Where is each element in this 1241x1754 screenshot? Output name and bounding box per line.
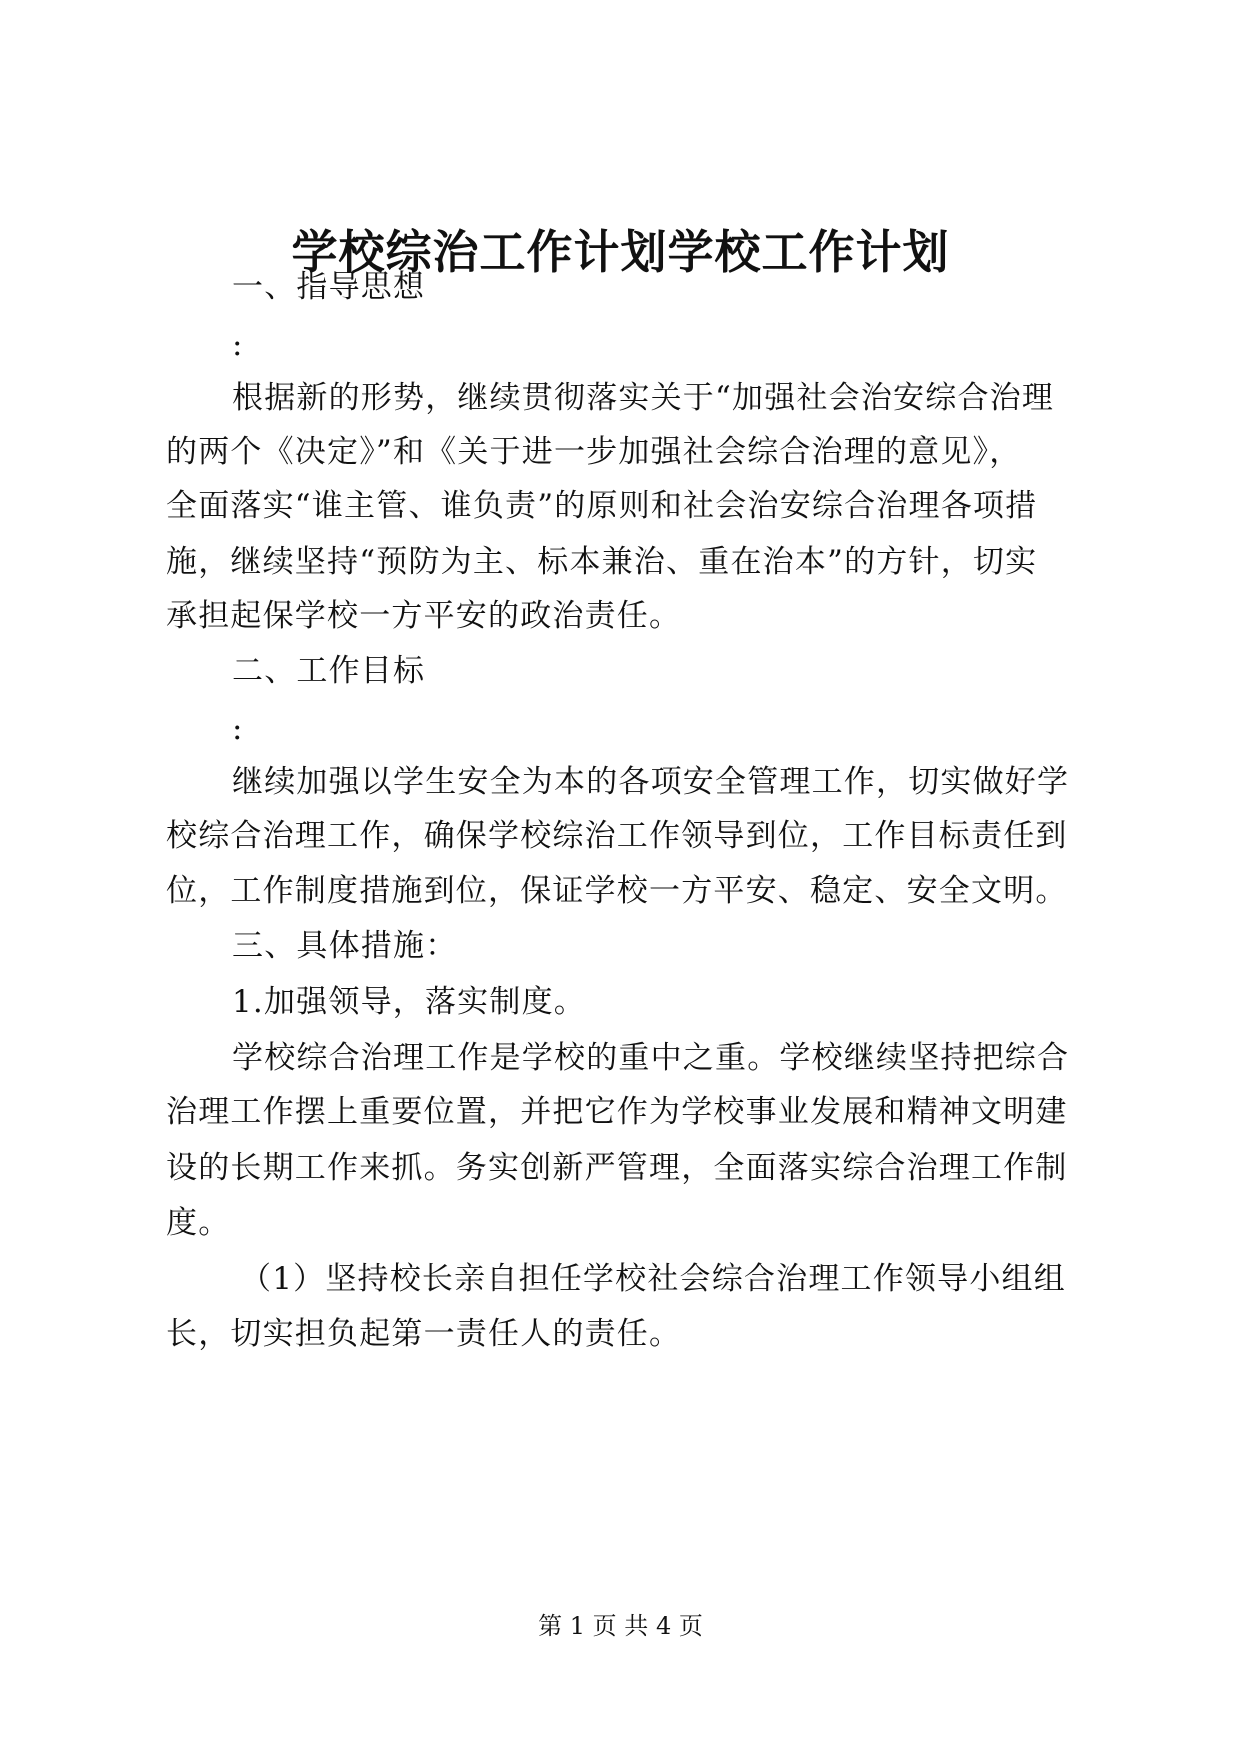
heading-guiding-ideology: 一、指导思想 xyxy=(232,269,426,305)
colon-line: : xyxy=(232,327,244,363)
paragraph-line: 设的长期工作来抓。务实创新严管理，全面落实综合治理工作制 xyxy=(166,1150,1068,1186)
paragraph-line: （1）坚持校长亲自担任学校社会综合治理工作领导小组组 xyxy=(240,1261,1066,1297)
heading-specific-measures: 三、具体措施： xyxy=(232,928,458,964)
paragraph-line: 的两个《决定》”和《关于进一步加强社会综合治理的意见》， xyxy=(166,434,1022,470)
paragraph-line: 施，继续坚持“预防为主、标本兼治、重在治本”的方针，切实 xyxy=(166,544,1038,580)
subheading-line: 1.加强领导，落实制度。 xyxy=(232,984,586,1020)
paragraph-line: 治理工作摆上重要位置，并把它作为学校事业发展和精神文明建 xyxy=(166,1094,1068,1130)
paragraph-line: 长，切实担负起第一责任人的责任。 xyxy=(166,1316,682,1352)
heading-work-goals: 二、工作目标 xyxy=(232,653,426,689)
colon-line: : xyxy=(232,711,244,747)
paragraph-line: 校综合治理工作，确保学校综治工作领导到位，工作目标责任到 xyxy=(166,818,1068,854)
paragraph-line: 位，工作制度措施到位，保证学校一方平安、稳定、安全文明。 xyxy=(166,873,1068,909)
paragraph-line: 度。 xyxy=(166,1205,231,1241)
paragraph-line: 学校综合治理工作是学校的重中之重。学校继续坚持把综合 xyxy=(232,1040,1070,1076)
paragraph-line: 根据新的形势，继续贯彻落实关于“加强社会治安综合治理 xyxy=(232,380,1055,416)
page-footer: 第 1 页 共 4 页 xyxy=(538,1612,703,1640)
paragraph-line: 承担起保学校一方平安的政治责任。 xyxy=(166,598,682,634)
document-title: 学校综治工作计划学校工作计划 xyxy=(291,225,950,279)
paragraph-line: 全面落实“谁主管、谁负责”的原则和社会治安综合治理各项措 xyxy=(166,488,1038,524)
paragraph-line: 继续加强以学生安全为本的各项安全管理工作，切实做好学 xyxy=(232,764,1070,800)
